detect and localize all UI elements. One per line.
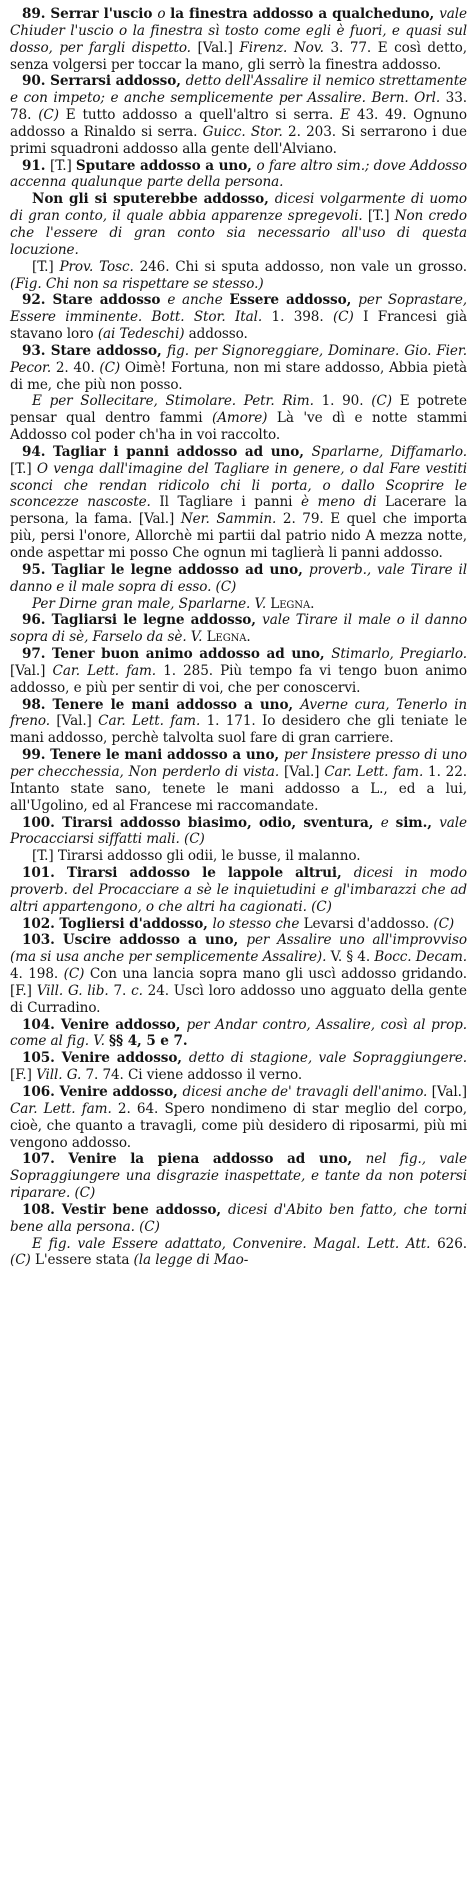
italic-text: (la legge di Mao-	[133, 1252, 249, 1269]
italic-text: E	[340, 107, 357, 124]
dictionary-entry	[10, 1151, 467, 1202]
roman-text: 7.	[113, 982, 132, 999]
italic-text: (C)	[10, 1252, 35, 1269]
roman-text: 1. 171. Io desidero che gli teniate le mani addosso, perchè talvolta suol fare di gran carriere.	[10, 713, 468, 747]
italic-text: dicesi in modo proverb. del Procacciare a sè le inquietudini e gl'imbarazzi che ad altri appartengono, o che altri ha cagionati. (C)	[10, 865, 468, 915]
roman-text: 43. 49. Ognuno addosso a Rinaldo si serra.	[10, 107, 467, 140]
roman-text: addosso.	[188, 326, 248, 343]
entry-headword: Non gli si sputerebbe addosso,	[32, 191, 275, 208]
entry-headword: §§ 4, 5 e 7.	[109, 1033, 188, 1050]
italic-text: vale Chiuder l'uscio o la finestra sì tosto come egli è fuori, e quasi sul dosso, per fargli dispetto.	[10, 6, 467, 56]
entry-number: 107.	[22, 1151, 69, 1168]
italic-text: O venga dall'imagine del Tagliare in genere, o dal Fare vestiti sconci che rendan ridicolo chi li porta, o dallo Scoprire le sconcezze nascoste.	[10, 460, 467, 511]
entry-number: 108.	[22, 1201, 62, 1218]
italic-text: Vill. G. lib.	[36, 982, 114, 999]
entry-headword: la finestra addosso a qualcheduno,	[170, 6, 440, 22]
entry-number: 99.	[22, 747, 51, 764]
italic-text: Averne cura, Tenerlo in freno.	[10, 696, 467, 730]
entry-headword: Venire addosso,	[59, 1084, 183, 1100]
roman-text: [Val.]	[56, 713, 99, 730]
roman-text: 1. 285. Più tempo fa vi tengo buon animo addosso, e più per sentir di voi, che per conoscervi.	[10, 662, 468, 696]
italic-text: e anche	[167, 292, 230, 309]
entry-number: 89.	[22, 6, 51, 22]
roman-text: 2. 203. Si serrarono i due primi squadroni addosso alla gente dell'Alviano.	[10, 123, 467, 157]
entry-headword: Tagliar le legne addosso ad uno,	[51, 561, 310, 578]
roman-text: [Val.]	[10, 662, 53, 679]
entry-headword: sim.,	[395, 814, 440, 831]
italic-text: Vill. G.	[36, 1067, 86, 1084]
italic-text: o fare altro sim.; dove Addosso accenna qualunque parte della persona.	[10, 157, 467, 191]
italic-text: Guicc. Stor.	[202, 123, 289, 140]
italic-text: (C)	[38, 107, 66, 124]
entry-subsense	[10, 259, 467, 293]
entry-headword: Tenere le mani addosso a uno,	[52, 696, 301, 713]
italic-text: Bocc. Decam.	[374, 949, 468, 966]
italic-text: e	[380, 814, 396, 831]
entry-number: 98.	[22, 696, 53, 713]
italic-text: Prov. Tosc.	[59, 258, 140, 275]
italic-text: E fig. vale Essere adattato, Convenire. Magal. Lett. Att.	[32, 1235, 438, 1252]
dictionary-entry	[10, 1050, 467, 1084]
roman-text: Il Tagliare i panni	[159, 494, 301, 511]
roman-text: E potrete pensar qual dentro fammi	[10, 393, 467, 427]
dictionary-entry	[10, 815, 467, 849]
roman-text: [T.]	[367, 208, 395, 225]
roman-text: 1. 90.	[321, 393, 372, 410]
entry-number: 94.	[22, 443, 54, 460]
italic-text: dicesi volgarmente di uomo di gran conto, il quale abbia apparenze spregevoli.	[10, 191, 468, 225]
entry-headword: Serrar l'uscio	[50, 6, 158, 22]
roman-text: [T.]	[10, 460, 37, 477]
dictionary-entry	[10, 444, 467, 562]
entry-headword: Tirarsi addosso le lappole altrui,	[66, 865, 354, 882]
italic-text: fig. per Signoreggiare, Dominare. Gio. Fier. Pecor.	[10, 342, 467, 376]
italic-text: proverb., vale Tirare il danno e il male sopra di esso. (C)	[10, 561, 467, 595]
italic-text: per Insistere presso di uno per checchessia, Non perderlo di vista.	[10, 747, 467, 780]
entry-headword: Essere addosso,	[229, 292, 359, 309]
italic-text: Car. Lett. fam.	[98, 713, 207, 730]
italic-text: (C)	[99, 359, 125, 376]
entry-headword: Venire addosso,	[61, 1050, 189, 1067]
roman-text: I Francesi già stavano loro	[10, 309, 467, 343]
italic-text: dicesi d'Abito ben fatto, che torni bene alla persona. (C)	[10, 1201, 467, 1235]
italic-text: Stimarlo, Pregiarlo.	[331, 646, 467, 663]
italic-text: dicesi anche de' travagli dell'animo.	[182, 1084, 432, 1100]
italic-text: Car. Lett. fam.	[10, 1100, 118, 1117]
small-caps-ref: Legna.	[270, 595, 315, 612]
roman-text: 24. Uscì loro addosso uno agguato della gente di Curradino.	[10, 982, 467, 1016]
dictionary-entry	[10, 865, 467, 916]
dictionary-entry	[10, 932, 467, 1016]
italic-text: per Assalire uno all'improvviso (ma si usa anche per semplicemente Assalire).	[10, 932, 468, 966]
entry-number: 97.	[22, 646, 53, 663]
entry-subsense	[10, 191, 467, 258]
italic-text: E per Sollecitare, Stimolare. Petr. Rim.	[32, 393, 322, 410]
italic-text: è meno di	[301, 494, 386, 511]
dictionary-entry	[10, 158, 467, 192]
entry-headword: Tagliar i panni addosso ad uno,	[53, 443, 312, 460]
entry-number: 102.	[22, 915, 60, 932]
roman-text: L'essere stata	[34, 1252, 134, 1269]
roman-text: Là 've dì e notte stammi Addosso col poder ch'ha in voi raccolto.	[10, 410, 467, 444]
entry-number: 91.	[22, 157, 51, 174]
roman-text: 33. 78.	[10, 90, 467, 124]
entry-headword: Venire la piena addosso ad uno,	[68, 1151, 366, 1168]
dictionary-entry	[10, 646, 467, 697]
roman-text: 1. 22. Intanto state sano, tenete le mani addosso a L., ed a lui, all'Ugolino, ed al Francese mi raccomandate.	[10, 763, 468, 814]
dictionary-entry	[10, 562, 467, 596]
entry-number: 93.	[22, 342, 51, 359]
entry-number: 95.	[22, 561, 52, 578]
roman-text: Levarsi d'addosso.	[303, 915, 434, 932]
dictionary-entry	[10, 73, 467, 157]
small-caps-ref: Legna.	[206, 629, 251, 646]
italic-text: Ner. Sammin.	[180, 511, 283, 528]
roman-text: [Val.]	[431, 1084, 467, 1100]
entry-number: 103.	[22, 932, 63, 949]
entry-subsense	[10, 393, 467, 444]
italic-text: Non credo che l'essere di gran conto sia necessario all'uso di questa locuzione.	[10, 208, 467, 258]
italic-text: detto di stagione, vale Sopraggiungere.	[188, 1050, 467, 1067]
roman-text: 626.	[437, 1235, 467, 1252]
roman-text: [T.] Tirarsi addosso gli odii, le busse, il malanno.	[32, 848, 361, 865]
entry-headword: Venire addosso,	[60, 1016, 187, 1033]
dictionary-entry	[10, 697, 467, 748]
entry-headword: Vestir bene addosso,	[61, 1201, 229, 1218]
entry-headword: Tener buon animo addosso ad uno,	[52, 646, 332, 663]
roman-text: 3. 77. E così detto, senza volgersi per toccar la mano, gli serrò la finestra addosso.	[10, 39, 467, 73]
roman-text: Lacerare la persona, la fama. [Val.]	[10, 494, 468, 528]
italic-text: vale Tirare il male o il danno sopra di sè, Farselo da sè. V.	[10, 612, 467, 646]
roman-text: [Val.]	[197, 39, 240, 56]
italic-text: (Fig. Chi non sa rispettare se stesso.)	[10, 275, 264, 292]
dictionary-entry	[10, 747, 467, 814]
italic-text: detto dell'Assalire il nemico strettamente e con impeto; e anche semplicemente per Assalire. Bern. Orl.	[10, 73, 468, 107]
entry-number: 90.	[22, 73, 51, 90]
dictionary-entry	[10, 343, 467, 394]
italic-text: vale Procacciarsi siffatti mali. (C)	[10, 814, 467, 848]
roman-text: 1. 398.	[271, 309, 333, 326]
italic-text: per Soprastare, Essere imminente. Bott. Stor. Ital.	[10, 292, 467, 326]
entry-number: 96.	[22, 612, 52, 629]
entry-headword: Uscire addosso a uno,	[62, 932, 247, 949]
dictionary-entry	[10, 292, 467, 343]
italic-text: (C)	[433, 915, 455, 932]
entry-headword: Tenere le mani addosso a uno,	[50, 747, 284, 764]
dictionary-entry	[10, 1084, 467, 1151]
roman-text: 2. 79. E quel che importa più, persi l'onore, Allorchè mi partii dal patrio nido A mezza notte, onde aspettar mi posso Che ognun mi taglierà li panni addosso.	[10, 511, 467, 561]
entry-headword: Tirarsi addosso biasimo, odio, sventura,	[62, 814, 381, 831]
entry-headword: Sputare addosso a uno,	[75, 157, 257, 174]
roman-text: Con una lancia sopra mano gli uscì addosso gridando. [F.]	[10, 966, 467, 999]
roman-text: 246. Chi si sputa addosso, non vale un grosso.	[139, 258, 467, 275]
italic-text: lo stesso che	[212, 915, 304, 932]
italic-text: nel fig., vale Sopraggiungere una disgrazie inaspettate, e tante da non potersi riparare. (C)	[10, 1151, 467, 1202]
dictionary-entry	[10, 916, 467, 933]
roman-text: [F.]	[10, 1067, 37, 1084]
italic-text: o	[157, 6, 171, 22]
roman-text: E tutto addosso a quell'altro si serra.	[65, 107, 341, 124]
roman-text: [Val.]	[284, 763, 325, 780]
italic-text: c.	[131, 982, 148, 999]
roman-text: 4. 198.	[10, 966, 64, 983]
entry-headword: Togliersi d'addosso,	[59, 915, 213, 932]
roman-text: 2. 64. Spero nondimeno di star meglio del corpo, cioè, che quanto a travagli, come più desidero di riposarmi, più mi vengono addosso.	[10, 1100, 468, 1151]
italic-text: Per Dirne gran male, Sparlarne. V.	[32, 595, 271, 612]
dictionary-entry	[10, 1202, 467, 1236]
entry-subsense	[10, 848, 467, 865]
roman-text: [T.]	[32, 258, 60, 275]
roman-text: V. § 4.	[330, 949, 375, 966]
italic-text: (Amore)	[212, 410, 277, 427]
entry-number: 100.	[22, 814, 63, 831]
entry-number: 92.	[22, 292, 53, 309]
italic-text: Car. Lett. fam.	[52, 662, 164, 679]
entry-subsense	[10, 1236, 467, 1270]
entry-number: 105.	[22, 1050, 62, 1067]
italic-text: Sparlarne, Diffamarlo.	[311, 443, 467, 460]
entry-headword: Tagliarsi le legne addosso,	[51, 612, 263, 629]
italic-text: (C)	[332, 309, 364, 326]
roman-text: 2. 40.	[55, 359, 100, 376]
dictionary-entry	[10, 6, 467, 73]
entry-number: 104.	[22, 1016, 61, 1033]
roman-text: [T.]	[50, 157, 76, 174]
entry-headword: Stare addosso	[52, 292, 168, 309]
entry-number: 106.	[22, 1084, 60, 1100]
italic-text: (C)	[371, 393, 400, 410]
entry-subsense	[10, 596, 467, 613]
entry-headword: Serrarsi addosso,	[50, 73, 186, 90]
roman-text: 7. 74. Ci viene addosso il verno.	[85, 1067, 303, 1084]
dictionary-entry	[10, 1017, 467, 1051]
entry-headword: Stare addosso,	[50, 342, 167, 359]
italic-text: per Andar contro, Assalire, così al prop. come al fig. V.	[10, 1016, 467, 1050]
italic-text: Car. Lett. fam.	[324, 763, 429, 780]
italic-text: Firenz. Nov.	[239, 39, 331, 56]
dictionary-entry	[10, 612, 467, 646]
entry-number: 101.	[22, 865, 67, 882]
roman-text: Oimè! Fortuna, non mi stare addosso, Abbia pietà di me, che più non posso.	[10, 359, 468, 393]
italic-text: (C)	[63, 966, 90, 983]
italic-text: (ai Tedeschi)	[97, 326, 189, 343]
